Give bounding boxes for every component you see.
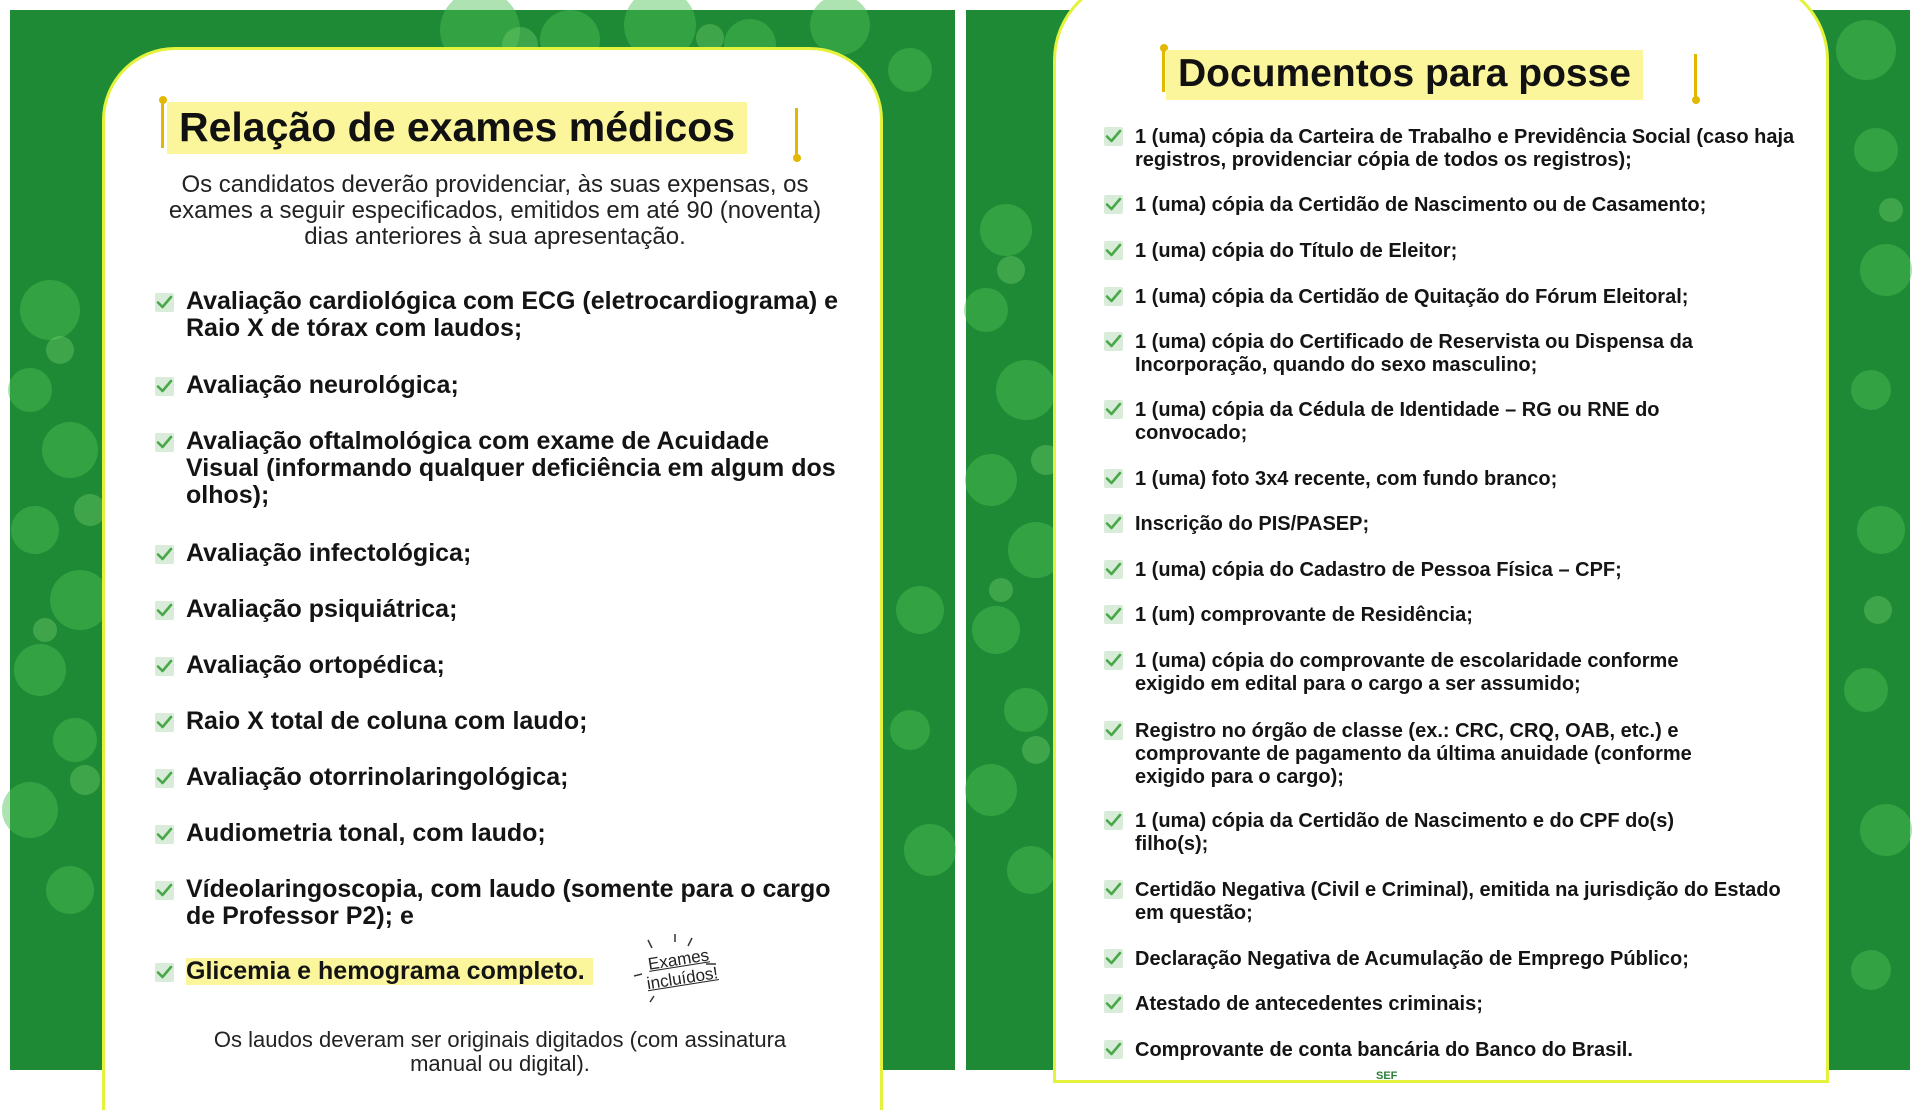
left-panel bbox=[10, 10, 955, 1076]
checkbox-icon bbox=[155, 769, 174, 788]
list-item: Avaliação otorrinolaringológica; bbox=[155, 764, 845, 791]
list-item: 1 (uma) cópia do Certificado de Reservista ou Dispensa da Incorporação, quando do sexo masculino; bbox=[1104, 331, 1704, 377]
exams-footer-note: Os laudos deveram ser originais digitados (com assinatura manual ou digital). bbox=[213, 1027, 787, 1076]
checkbox-icon bbox=[1104, 195, 1123, 214]
list-item: Avaliação cardiológica com ECG (eletrocardiograma) e Raio X de tórax com laudos; bbox=[155, 288, 845, 342]
list-item: 1 (uma) cópia do Cadastro de Pessoa Física – CPF; bbox=[1104, 559, 1804, 582]
list-item: Inscrição do PIS/PASEP; bbox=[1104, 513, 1804, 536]
list-item: Avaliação infectológica; bbox=[155, 540, 845, 567]
exams-card bbox=[105, 50, 880, 1110]
checkbox-icon bbox=[155, 657, 174, 676]
checkbox-icon bbox=[1104, 560, 1123, 579]
exams-title-wrap bbox=[167, 102, 747, 154]
checkbox-icon bbox=[155, 433, 174, 452]
list-item: Avaliação oftalmológica com exame de Acuidade Visual (informando qualquer deficiência em algum dos olhos); bbox=[155, 428, 845, 509]
list-item: Vídeolaringoscopia, com laudo (somente para o cargo de Professor P2); e bbox=[155, 876, 845, 930]
list-item: 1 (uma) foto 3x4 recente, com fundo branco; bbox=[1104, 468, 1804, 491]
list-item: Comprovante de conta bancária do Banco do Brasil. bbox=[1104, 1039, 1804, 1062]
list-item: Avaliação ortopédica; bbox=[155, 652, 845, 679]
checkbox-icon bbox=[1104, 811, 1123, 830]
list-item: 1 (uma) cópia da Certidão de Nascimento ou de Casamento; bbox=[1104, 194, 1804, 217]
list-item: 1 (uma) cópia da Carteira de Trabalho e Previdência Social (caso haja registros, providenciar cópia de todos os registros); bbox=[1104, 126, 1804, 172]
checkbox-icon bbox=[1104, 1040, 1123, 1059]
list-item: Atestado de antecedentes criminais; bbox=[1104, 993, 1804, 1016]
list-item: 1 (uma) cópia da Cédula de Identidade – RG ou RNE do convocado; bbox=[1104, 399, 1704, 445]
checkbox-icon bbox=[1104, 287, 1123, 306]
documents-title-wrap bbox=[1166, 50, 1643, 100]
list-item: 1 (uma) cópia da Certidão de Nascimento e do CPF do(s) filho(s); bbox=[1104, 810, 1724, 856]
checkbox-icon bbox=[155, 545, 174, 564]
footer-logo: SEF bbox=[1376, 1070, 1398, 1082]
checkbox-icon bbox=[1104, 605, 1123, 624]
list-item: Certidão Negativa (Civil e Criminal), emitida na jurisdição do Estado em questão; bbox=[1104, 879, 1794, 925]
checkbox-icon bbox=[1104, 721, 1123, 740]
checkbox-icon bbox=[1104, 880, 1123, 899]
checkbox-icon bbox=[1104, 241, 1123, 260]
checkbox-icon bbox=[1104, 400, 1123, 419]
list-item-highlighted: Glicemia e hemograma completo. bbox=[155, 958, 655, 985]
checkbox-icon bbox=[155, 601, 174, 620]
list-item: Audiometria tonal, com laudo; bbox=[155, 820, 845, 847]
list-item: 1 (um) comprovante de Residência; bbox=[1104, 604, 1804, 627]
list-item: 1 (uma) cópia do comprovante de escolaridade conforme exigido em edital para o cargo a ser assumido; bbox=[1104, 650, 1724, 696]
list-item: Registro no órgão de classe (ex.: CRC, CRQ, OAB, etc.) e comprovante de pagamento da última anuidade (conforme exigido para o cargo); bbox=[1104, 720, 1724, 789]
right-panel bbox=[966, 10, 1910, 1082]
checkbox-icon bbox=[155, 293, 174, 312]
exams-included-stamp: Exames incluídos! bbox=[645, 945, 720, 994]
documents-title: Documentos para posse bbox=[1166, 50, 1643, 100]
list-item: Avaliação psiquiátrica; bbox=[155, 596, 845, 623]
checkbox-icon bbox=[1104, 127, 1123, 146]
checkbox-icon bbox=[155, 963, 174, 982]
checkbox-icon bbox=[155, 881, 174, 900]
list-item: 1 (uma) cópia da Certidão de Quitação do Fórum Eleitoral; bbox=[1104, 286, 1804, 309]
checkbox-icon bbox=[155, 377, 174, 396]
checkbox-icon bbox=[1104, 514, 1123, 533]
checkbox-icon bbox=[1104, 651, 1123, 670]
checkbox-icon bbox=[155, 825, 174, 844]
documents-card bbox=[1056, 0, 1826, 1080]
list-item: Declaração Negativa de Acumulação de Emprego Público; bbox=[1104, 948, 1804, 971]
checkbox-icon bbox=[1104, 469, 1123, 488]
exams-title: Relação de exames médicos bbox=[167, 102, 747, 154]
checkbox-icon bbox=[1104, 994, 1123, 1013]
list-item: Raio X total de coluna com laudo; bbox=[155, 708, 845, 735]
list-item: 1 (uma) cópia do Título de Eleitor; bbox=[1104, 240, 1804, 263]
checkbox-icon bbox=[1104, 332, 1123, 351]
list-item: Avaliação neurológica; bbox=[155, 372, 845, 399]
exams-intro: Os candidatos deverão providenciar, às suas expensas, os exames a seguir especificados, emitidos em até 90 (noventa) dias anteriores à sua apresentação. bbox=[168, 171, 822, 250]
checkbox-icon bbox=[155, 713, 174, 732]
checkbox-icon bbox=[1104, 949, 1123, 968]
